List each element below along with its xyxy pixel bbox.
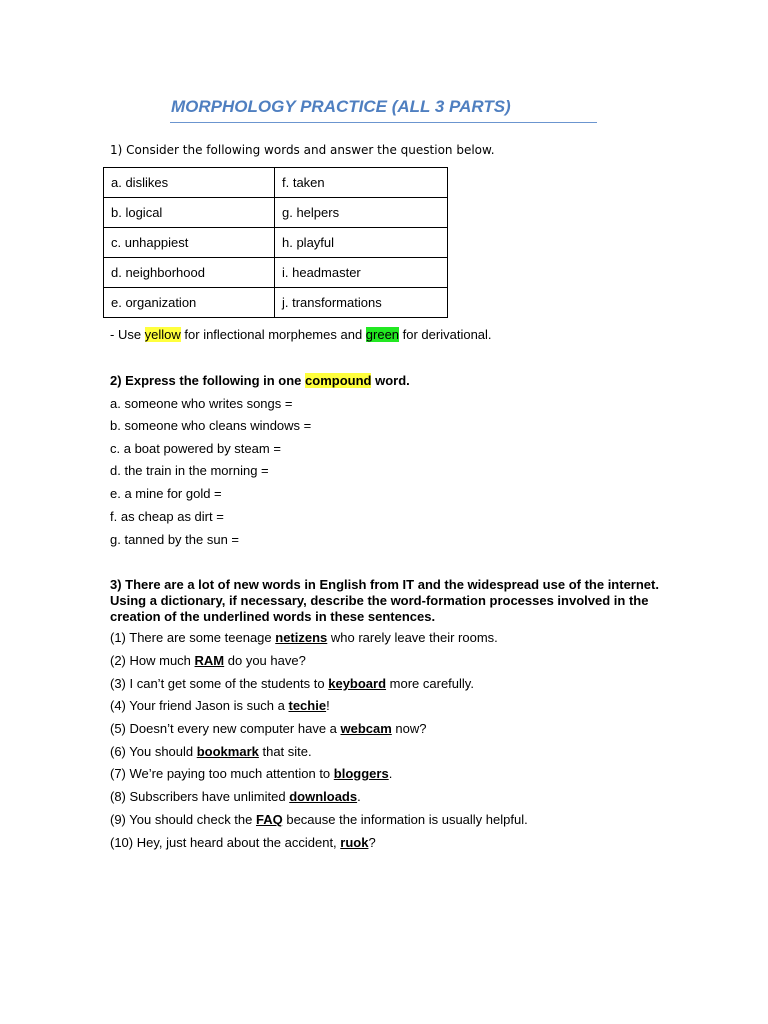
table-cell: f. taken <box>275 168 448 198</box>
yellow-highlight-word: yellow <box>144 327 181 342</box>
page-title: MORPHOLOGY PRACTICE (ALL 3 PARTS) <box>171 97 511 116</box>
sentence-text: because the information is usually helpful. <box>282 812 528 827</box>
sentence-item <box>110 698 330 713</box>
sentence-text: that site. <box>258 744 312 759</box>
table-row <box>104 198 448 228</box>
underlined-word: bookmark <box>196 744 259 759</box>
table-cell: d. neighborhood <box>104 258 275 288</box>
part2-heading <box>110 373 410 388</box>
title-underline <box>170 122 597 123</box>
list-item: b. someone who cleans windows = <box>110 418 312 433</box>
table-cell: e. organization <box>104 288 275 318</box>
list-item: g. tanned by the sun = <box>110 532 240 547</box>
sentence-item <box>110 630 498 645</box>
sentence-text: (2) How much <box>110 653 195 668</box>
highlight-instruction <box>110 327 492 342</box>
sentence-text: ? <box>368 835 376 850</box>
table-row <box>104 228 448 258</box>
table-cell: a. dislikes <box>104 168 275 198</box>
sentence-text: who rarely leave their rooms. <box>327 630 498 645</box>
sentence-item <box>110 744 312 759</box>
list-item: d. the train in the morning = <box>110 463 269 478</box>
sentence-text: (3) I can’t get some of the students to <box>110 676 329 691</box>
sentence-item <box>110 835 376 850</box>
sentence-text: (6) You should <box>110 744 197 759</box>
table-row <box>104 288 448 318</box>
sentence-text: (7) We’re paying too much attention to <box>110 766 334 781</box>
green-highlight-word: green <box>365 327 400 342</box>
list-item: c. a boat powered by steam = <box>110 441 281 456</box>
sentence-text: do you have? <box>224 653 306 668</box>
instruction-text: for inflectional morphemes and <box>180 327 366 342</box>
sentence-item <box>110 653 306 668</box>
underlined-word: netizens <box>275 630 328 645</box>
underlined-word: FAQ <box>256 812 283 827</box>
heading-text: word. <box>371 373 410 388</box>
sentence-text: (8) Subscribers have unlimited <box>110 789 290 804</box>
sentence-text: (4) Your friend Jason is such a <box>110 698 289 713</box>
table-cell: h. playful <box>275 228 448 258</box>
list-item: a. someone who writes songs = <box>110 396 293 411</box>
sentence-text: now? <box>391 721 427 736</box>
underlined-word: techie <box>288 698 327 713</box>
compound-highlight: compound <box>305 373 372 388</box>
underlined-word: webcam <box>340 721 392 736</box>
sentence-item <box>110 789 361 804</box>
list-item: e. a mine for gold = <box>110 486 222 501</box>
sentence-text: ! <box>326 698 330 713</box>
heading-text: 2) Express the following in one <box>110 373 306 388</box>
sentence-text: (5) Doesn’t every new computer have a <box>110 721 341 736</box>
sentence-text: more carefully. <box>386 676 474 691</box>
underlined-word: RAM <box>194 653 225 668</box>
sentence-text: (1) There are some teenage <box>110 630 276 645</box>
table-cell: i. headmaster <box>275 258 448 288</box>
underlined-word: ruok <box>340 835 369 850</box>
table-cell: b. logical <box>104 198 275 228</box>
table-row <box>104 258 448 288</box>
sentence-item <box>110 676 474 691</box>
instruction-text: for derivational. <box>399 327 492 342</box>
sentence-text: . <box>388 766 393 781</box>
underlined-word: bloggers <box>333 766 389 781</box>
sentence-item <box>110 812 528 827</box>
sentence-text: (9) You should check the <box>110 812 256 827</box>
table-row <box>104 168 448 198</box>
part3-heading: 3) There are a lot of new words in English from IT and the widespread use of the internet. Using a dictionary, if necessary, describe the word-formation processes involved in the creation of the underlined words in these sentences. <box>110 577 659 624</box>
sentence-item <box>110 766 392 781</box>
table-cell: g. helpers <box>275 198 448 228</box>
sentence-item <box>110 721 427 736</box>
word-table <box>103 167 448 318</box>
instruction-text: - Use <box>110 327 145 342</box>
underlined-word: downloads <box>289 789 358 804</box>
sentence-text: . <box>357 789 361 804</box>
table-cell: c. unhappiest <box>104 228 275 258</box>
part1-intro: 1) Consider the following words and answer the question below. <box>110 143 495 157</box>
table-cell: j. transformations <box>275 288 448 318</box>
underlined-word: keyboard <box>328 676 387 691</box>
sentence-text: (10) Hey, just heard about the accident, <box>110 835 341 850</box>
list-item: f. as cheap as dirt = <box>110 509 224 524</box>
